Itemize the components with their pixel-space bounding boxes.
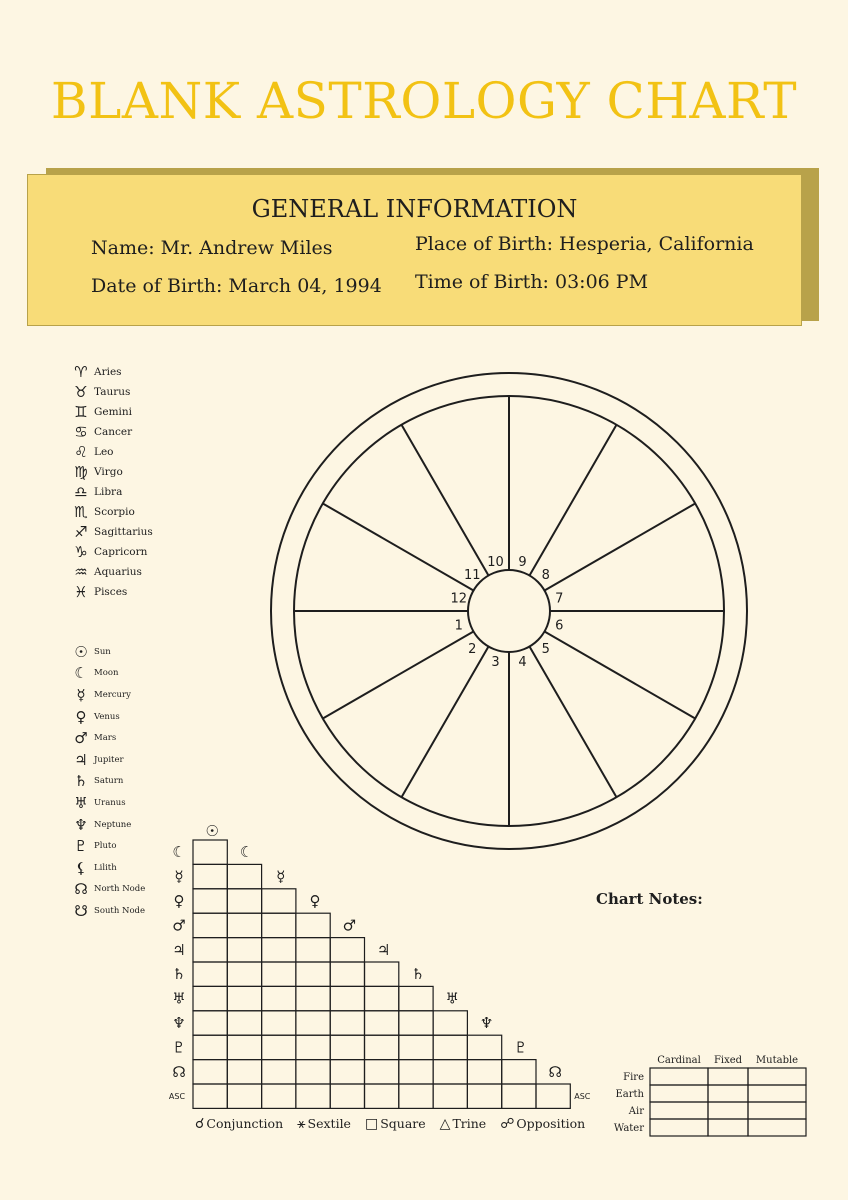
planets-legend-item — [70, 792, 145, 814]
house-cusp-line — [402, 647, 489, 798]
aspect-cell[interactable] — [262, 1035, 296, 1059]
aspect-cell[interactable] — [330, 962, 364, 986]
aspect-cell[interactable] — [330, 1011, 364, 1035]
house-number: 4 — [518, 655, 527, 671]
aspect-label: Square — [380, 1116, 426, 1131]
signs-legend-item — [70, 502, 153, 522]
aspect-label: Sextile — [307, 1116, 351, 1131]
aspect-label: Conjunction — [206, 1116, 284, 1131]
aspect-cell[interactable] — [330, 1084, 364, 1108]
aspect-cell[interactable] — [193, 913, 227, 937]
aspect-diagonal-glyph: ♂ — [342, 916, 357, 935]
time-of-birth-field: Time of Birth: 03:06 PM — [415, 271, 649, 293]
asc-column-label: ASC — [574, 1092, 591, 1102]
square-icon: □ — [364, 1116, 379, 1132]
aspect-cell[interactable] — [227, 864, 261, 888]
element-column-header: Cardinal — [657, 1055, 701, 1066]
planets-name: Lilith — [94, 862, 117, 873]
opposition-icon: ☍ — [500, 1116, 515, 1132]
aspect-cell[interactable] — [193, 962, 227, 986]
aspect-cell[interactable] — [502, 1060, 536, 1084]
cancer-icon: ♋ — [74, 423, 88, 441]
signs-name: Aries — [94, 366, 122, 378]
house-wheel — [268, 370, 750, 852]
planets-name: Saturn — [94, 776, 124, 787]
planets-name: Moon — [94, 668, 119, 679]
signs-legend-item — [70, 382, 153, 402]
mercury-icon: ☿ — [76, 685, 86, 704]
planets-legend-item — [70, 727, 145, 749]
aspect-cell[interactable] — [433, 1084, 467, 1108]
element-cell[interactable] — [748, 1068, 806, 1085]
zodiac-sign-legend — [70, 362, 153, 602]
house-cusp-line — [402, 425, 489, 576]
aspect-cell[interactable] — [262, 962, 296, 986]
sun-icon: ☉ — [74, 642, 88, 661]
aspect-cell[interactable] — [399, 1011, 433, 1035]
aspect-cell[interactable] — [502, 1084, 536, 1108]
house-number: 10 — [487, 554, 504, 570]
chart-notes-label: Chart Notes: — [596, 890, 703, 908]
house-number: 5 — [541, 641, 550, 657]
planets-legend-item — [70, 857, 145, 879]
aspect-cell[interactable] — [227, 1060, 261, 1084]
house-number: 7 — [555, 591, 564, 607]
planets-legend-item — [70, 641, 145, 663]
element-cell[interactable] — [708, 1085, 748, 1102]
aspect-row-glyph: ♆ — [172, 1014, 186, 1032]
aspect-cell[interactable] — [227, 1011, 261, 1035]
signs-legend-item — [70, 402, 153, 422]
page-title: BLANK ASTROLOGY CHART — [50, 72, 798, 130]
pisces-icon: ♓ — [74, 583, 88, 601]
aspect-cell[interactable] — [399, 1060, 433, 1084]
planets-legend-item — [70, 835, 145, 857]
aspect-cell[interactable] — [262, 938, 296, 962]
leo-icon: ♌ — [74, 443, 88, 461]
scorpio-icon: ♏ — [74, 503, 88, 521]
aspect-cell[interactable] — [296, 938, 330, 962]
aspect-cell[interactable] — [467, 1084, 501, 1108]
aries-icon: ♈ — [74, 363, 88, 381]
element-cell[interactable] — [748, 1085, 806, 1102]
aspect-cell[interactable] — [365, 1084, 399, 1108]
aspect-row-glyph: ♀ — [173, 892, 185, 910]
aspect-cell[interactable] — [330, 938, 364, 962]
signs-legend-item — [70, 422, 153, 442]
signs-legend-item — [70, 462, 153, 482]
house-cusp-line — [545, 632, 696, 719]
planets-name: Pluto — [94, 841, 117, 852]
signs-name: Aquarius — [94, 566, 142, 578]
planets-name: North Node — [94, 884, 146, 895]
element-row-header: Water — [613, 1123, 644, 1134]
mars-icon: ♂ — [74, 729, 88, 748]
signs-legend-item — [70, 442, 153, 462]
aspect-diagonal-glyph: ☊ — [548, 1062, 562, 1081]
aspect-row-glyph: ♂ — [172, 916, 186, 935]
planets-legend-item — [70, 706, 145, 728]
lilith-icon: ⚸ — [75, 858, 87, 877]
aspect-legend-item — [500, 1116, 585, 1132]
house-cusp-line — [530, 647, 617, 798]
aspect-row-glyph: ♄ — [172, 965, 186, 984]
aspect-grid — [165, 820, 595, 1120]
aspect-cell[interactable] — [193, 1035, 227, 1059]
aspect-cell[interactable] — [536, 1084, 570, 1108]
aspect-cell[interactable] — [296, 1084, 330, 1108]
north-node-icon: ☊ — [74, 880, 88, 899]
element-row-header: Earth — [615, 1089, 644, 1100]
aspect-cell[interactable] — [433, 1060, 467, 1084]
aspect-cell[interactable] — [296, 1035, 330, 1059]
aspect-row-glyph: ♇ — [172, 1038, 186, 1057]
aspect-row-glyph: ☿ — [174, 867, 184, 886]
element-column-header: Fixed — [713, 1055, 743, 1066]
planets-name: Venus — [94, 711, 120, 722]
house-number: 1 — [454, 618, 463, 634]
signs-legend-item — [70, 542, 153, 562]
aspect-cell[interactable] — [193, 1011, 227, 1035]
aspect-cell[interactable] — [193, 986, 227, 1010]
saturn-icon: ♄ — [74, 772, 88, 791]
aspect-cell[interactable] — [296, 913, 330, 937]
sun-icon: ☉ — [205, 822, 219, 840]
aspect-cell[interactable] — [330, 1035, 364, 1059]
aspect-legend-item — [365, 1116, 426, 1132]
aspect-cell[interactable] — [262, 1011, 296, 1035]
aspect-cell[interactable] — [399, 986, 433, 1010]
aspect-cell[interactable] — [365, 986, 399, 1010]
aspect-cell[interactable] — [296, 1060, 330, 1084]
aspect-cell[interactable] — [365, 1060, 399, 1084]
signs-name: Capricorn — [94, 546, 148, 558]
planets-legend-item — [70, 663, 145, 685]
aspect-legend-item — [440, 1116, 487, 1132]
planets-name: Mars — [94, 733, 117, 744]
aspect-cell[interactable] — [193, 889, 227, 913]
element-cell[interactable] — [708, 1102, 748, 1119]
aspect-diagonal-glyph: ♇ — [514, 1038, 528, 1057]
aspect-label: Trine — [452, 1116, 487, 1131]
house-cusp-line — [530, 425, 617, 576]
signs-legend-item — [70, 482, 153, 502]
aspect-cell[interactable] — [227, 913, 261, 937]
planets-legend-item — [70, 900, 145, 922]
info-heading: GENERAL INFORMATION — [251, 195, 578, 223]
aspect-cell[interactable] — [227, 1084, 261, 1108]
aspect-cell[interactable] — [365, 1011, 399, 1035]
aspect-cell[interactable] — [262, 889, 296, 913]
aspect-cell[interactable] — [262, 1060, 296, 1084]
signs-name: Leo — [94, 446, 114, 458]
aspect-cell[interactable] — [330, 1060, 364, 1084]
aspect-cell[interactable] — [365, 1035, 399, 1059]
house-number: 9 — [518, 554, 527, 570]
element-row-header: Fire — [623, 1072, 644, 1083]
house-number: 6 — [555, 618, 564, 634]
general-information-box — [27, 174, 802, 326]
aspect-cell[interactable] — [467, 1060, 501, 1084]
house-number: 8 — [541, 568, 550, 584]
name-field: Name: Mr. Andrew Miles — [91, 237, 333, 259]
element-cell[interactable] — [650, 1119, 708, 1136]
element-row-header: Air — [628, 1106, 644, 1117]
element-column-header: Mutable — [755, 1055, 799, 1066]
aspect-cell[interactable] — [330, 986, 364, 1010]
aspect-cell[interactable] — [433, 1035, 467, 1059]
aspect-legend — [195, 1116, 585, 1132]
aspect-row-glyph: ☊ — [172, 1062, 186, 1081]
aspect-label: Opposition — [516, 1116, 586, 1131]
signs-legend-item — [70, 562, 153, 582]
aspect-row-glyph: ♅ — [172, 989, 186, 1008]
aspect-cell[interactable] — [262, 913, 296, 937]
aspect-cell[interactable] — [296, 986, 330, 1010]
aspect-cell[interactable] — [399, 1035, 433, 1059]
conjunction-icon: ☌ — [195, 1116, 205, 1132]
uranus-icon: ♅ — [74, 793, 88, 812]
planets-legend-item — [70, 879, 145, 901]
asc-row-label: ASC — [168, 1092, 186, 1102]
aspect-row-glyph: ♃ — [172, 940, 186, 959]
place-of-birth-field: Place of Birth: Hesperia, California — [415, 233, 754, 255]
south-node-icon: ☋ — [74, 901, 88, 920]
element-cell[interactable] — [748, 1119, 806, 1136]
trine-icon: △ — [439, 1116, 451, 1132]
element-cell[interactable] — [708, 1119, 748, 1136]
aspect-diagonal-glyph: ☿ — [276, 867, 286, 886]
planets-name: Mercury — [94, 689, 131, 700]
aspect-cell[interactable] — [227, 938, 261, 962]
house-cusp-line — [323, 504, 474, 591]
planet-legend — [70, 641, 145, 922]
signs-name: Virgo — [94, 466, 123, 478]
aspect-cell[interactable] — [227, 986, 261, 1010]
signs-name: Gemini — [94, 406, 133, 418]
signs-name: Pisces — [94, 586, 128, 598]
house-number: 12 — [450, 591, 468, 607]
aspect-row-glyph: ☾ — [172, 843, 186, 862]
aspect-diagonal-glyph: ♀ — [309, 892, 321, 910]
gemini-icon: ♊ — [74, 403, 88, 421]
signs-name: Cancer — [94, 426, 133, 438]
aspect-legend-item — [195, 1116, 283, 1132]
signs-name: Sagittarius — [94, 526, 153, 538]
libra-icon: ♎ — [74, 483, 88, 501]
aspect-diagonal-glyph: ♄ — [411, 965, 425, 984]
aspect-cell[interactable] — [467, 1035, 501, 1059]
signs-name: Taurus — [94, 386, 131, 398]
taurus-icon: ♉ — [74, 383, 88, 401]
aspect-cell[interactable] — [433, 1011, 467, 1035]
aspect-cell[interactable] — [365, 962, 399, 986]
aspect-diagonal-glyph: ♆ — [479, 1014, 494, 1032]
signs-legend-item — [70, 582, 153, 602]
signs-legend-item — [70, 522, 153, 542]
planets-name: Neptune — [94, 819, 132, 830]
element-cell[interactable] — [708, 1068, 748, 1085]
signs-name: Libra — [94, 486, 123, 498]
house-number: 11 — [463, 568, 481, 584]
aspect-cell[interactable] — [399, 1084, 433, 1108]
aspect-cell[interactable] — [193, 864, 227, 888]
aspect-cell[interactable] — [193, 938, 227, 962]
planets-name: South Node — [94, 905, 146, 916]
planets-legend-item — [70, 684, 145, 706]
sextile-icon: ⚹ — [297, 1116, 306, 1132]
aspect-cell[interactable] — [227, 962, 261, 986]
aspect-diagonal-glyph: ☾ — [239, 843, 254, 862]
signs-legend-item — [70, 362, 153, 382]
aquarius-icon: ♒ — [74, 563, 88, 581]
virgo-icon: ♍ — [74, 463, 88, 481]
element-cell[interactable] — [748, 1102, 806, 1119]
house-number: 3 — [491, 655, 500, 671]
aspect-cell[interactable] — [262, 1084, 296, 1108]
house-cusp-line — [323, 632, 477, 719]
aspect-cell[interactable] — [193, 1060, 227, 1084]
aspect-cell[interactable] — [193, 840, 227, 864]
aspect-cell[interactable] — [227, 1035, 261, 1059]
neptune-icon: ♆ — [74, 815, 88, 834]
venus-icon: ♀ — [75, 707, 87, 726]
element-cell[interactable] — [650, 1068, 708, 1085]
element-modality-table — [610, 1050, 810, 1140]
aspect-cell[interactable] — [296, 962, 330, 986]
aspect-cell[interactable] — [227, 889, 261, 913]
aspect-cell[interactable] — [262, 986, 296, 1010]
planets-legend-item — [70, 749, 145, 771]
aspect-diagonal-glyph: ♅ — [445, 989, 459, 1008]
capricorn-icon: ♑ — [74, 543, 88, 561]
aspect-cell[interactable] — [193, 1084, 227, 1108]
signs-name: Scorpio — [94, 506, 135, 518]
aspect-legend-item — [297, 1116, 351, 1132]
jupiter-icon: ♃ — [74, 750, 88, 769]
element-cell[interactable] — [650, 1102, 708, 1119]
house-cusp-line — [545, 504, 696, 591]
planets-legend-item — [70, 814, 145, 836]
aspect-cell[interactable] — [296, 1011, 330, 1035]
sagittarius-icon: ♐ — [74, 523, 88, 541]
aspect-diagonal-glyph: ♃ — [376, 940, 391, 959]
pluto-icon: ♇ — [74, 837, 88, 856]
house-number: 2 — [468, 641, 477, 657]
planets-name: Jupiter — [94, 754, 124, 765]
planets-name: Uranus — [94, 797, 126, 808]
planets-legend-item — [70, 771, 145, 793]
element-cell[interactable] — [650, 1085, 708, 1102]
planets-name: Sun — [94, 646, 111, 657]
moon-icon: ☾ — [74, 664, 88, 683]
date-of-birth-field: Date of Birth: March 04, 1994 — [91, 275, 382, 297]
